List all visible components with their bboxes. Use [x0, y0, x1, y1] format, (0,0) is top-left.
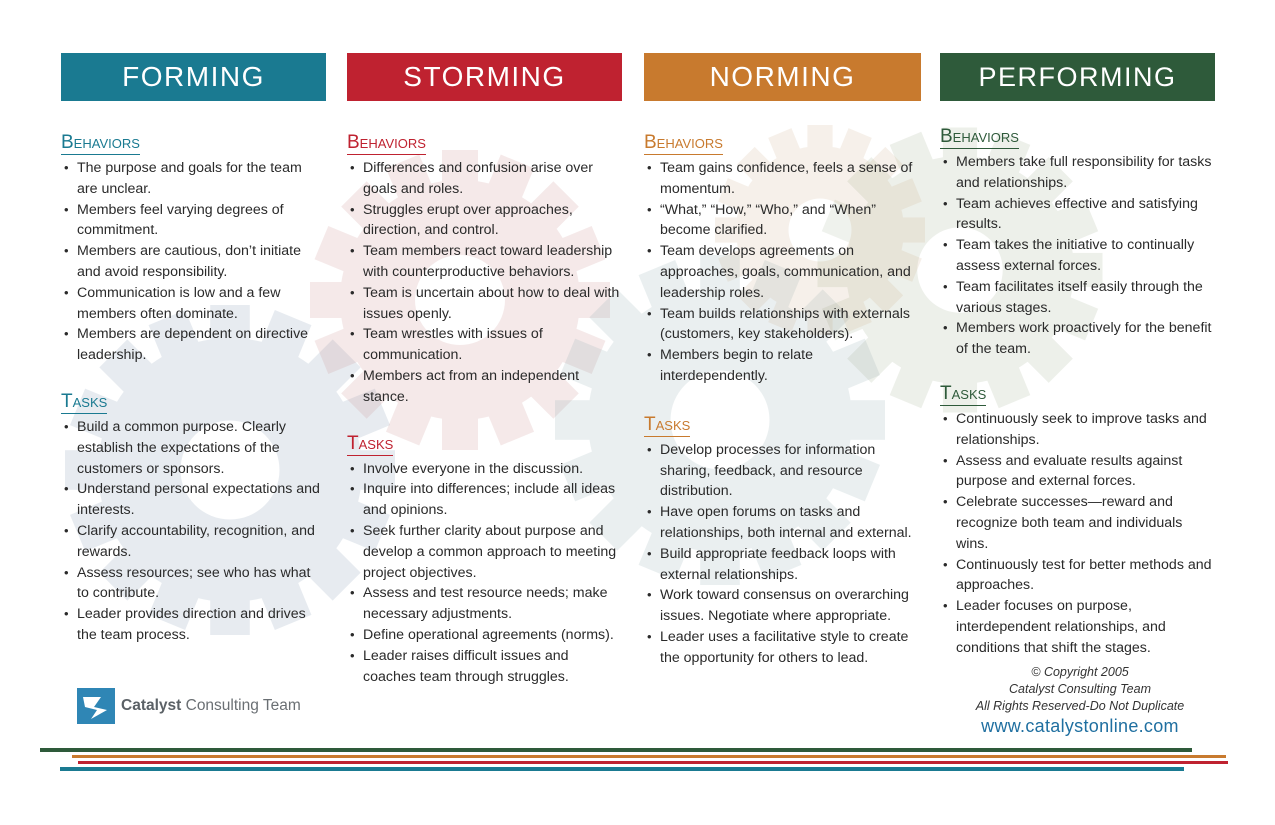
list-item: • Involve everyone in the discussion.: [347, 459, 622, 480]
tasks-title: Tasks: [61, 390, 108, 412]
list-item: • Team members react toward leadership with counterproductive behaviors.: [347, 241, 622, 283]
behaviors-list: [644, 158, 921, 387]
website-link[interactable]: www.catalystonline.com: [981, 716, 1179, 736]
header-storming: [347, 53, 622, 101]
list-item: • Members take full responsibility for tasks and relationships.: [940, 152, 1215, 194]
behaviors-title: Behaviors: [347, 132, 426, 153]
list-item: • Members work proactively for the benefit of the team.: [940, 318, 1215, 360]
header-title: PERFORMING: [978, 61, 1177, 92]
tasks-section: [61, 392, 326, 646]
list-item: • Seek further clarity about purpose and develop a common approach to meeting project objectives.: [347, 521, 622, 583]
tasks-section: [644, 415, 921, 669]
list-item: • Members begin to relate interdependently.: [644, 345, 921, 387]
list-item: • Members are dependent on directive leadership.: [61, 324, 326, 366]
header-norming: [644, 53, 921, 101]
list-item: • Members are cautious, don’t initiate and avoid responsibility.: [61, 241, 326, 283]
list-item: • Struggles erupt over approaches, direction, and control.: [347, 200, 622, 242]
copyright-block: [940, 664, 1220, 715]
list-item: • Team gains confidence, feels a sense of momentum.: [644, 158, 921, 200]
behaviors-section: [940, 127, 1215, 360]
list-item: • Team develops agreements on approaches, goals, communication, and leadership roles.: [644, 241, 921, 303]
behaviors-list: [347, 158, 622, 408]
tasks-section: [347, 434, 622, 688]
list-item: • Team wrestles with issues of communication.: [347, 324, 622, 366]
behaviors-title: Behaviors: [940, 126, 1019, 147]
behaviors-title: Behaviors: [61, 132, 140, 153]
behaviors-section: [644, 133, 921, 387]
tasks-list: [644, 440, 921, 669]
header-title: NORMING: [709, 61, 856, 92]
list-item: • Celebrate successes—reward and recognize both team and individuals wins.: [940, 492, 1215, 554]
tasks-list: [61, 417, 326, 646]
list-item: • Build a common purpose. Clearly establish the expectations of the customers or sponsors.: [61, 417, 326, 479]
tasks-section: [940, 384, 1215, 659]
list-item: • Members act from an independent stance.: [347, 366, 622, 408]
list-item: • Have open forums on tasks and relationships, both internal and external.: [644, 502, 921, 544]
logo-text: [121, 697, 301, 715]
list-item: • Assess resources; see who has what to contribute.: [61, 563, 326, 605]
tasks-title: Tasks: [940, 382, 987, 404]
list-item: • Differences and confusion arise over goals and roles.: [347, 158, 622, 200]
list-item: • Team facilitates itself easily through the various stages.: [940, 277, 1215, 319]
list-item: • “What,” “How,” “Who,” and “When” become clarified.: [644, 200, 921, 242]
copyright-line: All Rights Reserved-Do Not Duplicate: [975, 699, 1185, 713]
copyright-line: © Copyright 2005: [1031, 665, 1129, 679]
catalyst-logo-icon: [77, 688, 115, 724]
column-storming: [347, 53, 622, 687]
tasks-list: [347, 459, 622, 688]
list-item: • Clarify accountability, recognition, and rewards.: [61, 521, 326, 563]
list-item: • Develop processes for information sharing, feedback, and resource distribution.: [644, 440, 921, 502]
column-forming: [61, 53, 326, 646]
catalyst-logo: [77, 688, 301, 724]
tasks-title: Tasks: [347, 432, 394, 454]
behaviors-section: [347, 133, 622, 408]
column-norming: [644, 53, 921, 669]
list-item: • Define operational agreements (norms).: [347, 625, 622, 646]
behaviors-list: [61, 158, 326, 366]
list-item: • Assess and test resource needs; make necessary adjustments.: [347, 583, 622, 625]
list-item: • Continuously seek to improve tasks and relationships.: [940, 409, 1215, 451]
list-item: • Leader uses a facilitative style to create the opportunity for others to lead.: [644, 627, 921, 669]
copyright-line: Catalyst Consulting Team: [1009, 682, 1151, 696]
list-item: • Team achieves effective and satisfying results.: [940, 194, 1215, 236]
logo-rest: Consulting Team: [181, 697, 301, 714]
behaviors-section: [61, 133, 326, 366]
list-item: • Assess and evaluate results against purpose and external forces.: [940, 451, 1215, 493]
list-item: • Inquire into differences; include all ideas and opinions.: [347, 479, 622, 521]
tasks-list: [940, 409, 1215, 659]
logo-brand: Catalyst: [121, 697, 182, 714]
list-item: • Understand personal expectations and interests.: [61, 479, 326, 521]
header-forming: [61, 53, 326, 101]
list-item: • Communication is low and a few members often dominate.: [61, 283, 326, 325]
list-item: • Leader raises difficult issues and coaches team through struggles.: [347, 646, 622, 688]
list-item: • The purpose and goals for the team are unclear.: [61, 158, 326, 200]
header-performing: [940, 53, 1215, 101]
list-item: • Team builds relationships with externals (customers, key stakeholders).: [644, 304, 921, 346]
behaviors-title: Behaviors: [644, 132, 723, 153]
list-item: • Members feel varying degrees of commitment.: [61, 200, 326, 242]
column-performing: [940, 53, 1215, 659]
list-item: • Build appropriate feedback loops with external relationships.: [644, 544, 921, 586]
tasks-title: Tasks: [644, 413, 691, 435]
header-title: FORMING: [122, 61, 265, 92]
list-item: • Leader provides direction and drives the team process.: [61, 604, 326, 646]
list-item: • Team is uncertain about how to deal with issues openly.: [347, 283, 622, 325]
list-item: • Continuously test for better methods and approaches.: [940, 555, 1215, 597]
list-item: • Team takes the initiative to continually assess external forces.: [940, 235, 1215, 277]
behaviors-list: [940, 152, 1215, 360]
list-item: • Work toward consensus on overarching issues. Negotiate where appropriate.: [644, 585, 921, 627]
list-item: • Leader focuses on purpose, interdependent relationships, and conditions that shift the stages.: [940, 596, 1215, 658]
header-title: STORMING: [403, 61, 566, 92]
